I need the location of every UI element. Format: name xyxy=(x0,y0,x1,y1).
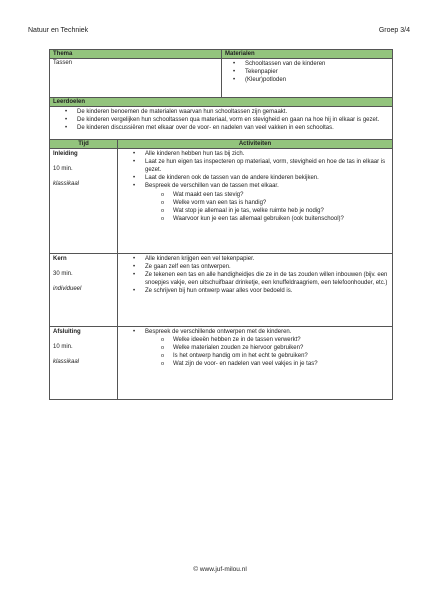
materiaal-item: • (Kleur)potloden xyxy=(245,76,389,84)
activity-text: Alle kinderen hebben hun tas bij zich. xyxy=(145,150,245,157)
phase-mode: individueel xyxy=(53,285,82,292)
phase-title: Inleiding xyxy=(53,150,78,157)
activity-item xyxy=(145,263,389,271)
phase-time: 10 min. xyxy=(53,165,73,172)
phase-row xyxy=(50,148,393,253)
page-header xyxy=(28,27,410,34)
activity-text: Laat de kinderen ook de tassen van de andere kinderen bekijken. xyxy=(145,175,319,182)
activity-list xyxy=(121,150,389,224)
leerdoelen-row xyxy=(50,107,393,140)
activity-text: Bespreek de verschillen van de tassen met elkaar. xyxy=(145,183,279,190)
activity-item xyxy=(145,174,389,182)
materiaal-item: • Schooltassen van de kinderen xyxy=(245,60,389,68)
activity-item xyxy=(145,287,389,295)
materialen-heading: Materialen xyxy=(222,50,393,59)
leerdoelen-cell xyxy=(50,107,393,140)
activity-header-row xyxy=(50,139,393,148)
question-item: o Is het ontwerp handig om in het echt te gebruiken? xyxy=(173,352,389,360)
phase-meta xyxy=(50,148,118,253)
phase-activities xyxy=(118,326,393,399)
thema-row xyxy=(50,59,393,98)
phase-mode: klassikaal xyxy=(53,180,80,187)
footer-copyright: © www.juf-milou.nl xyxy=(193,566,247,573)
leerdoelen-list xyxy=(53,108,389,133)
activity-text: Ze tekenen een tas en alle handigheidjes die ze in de tas zouden willen inbouwen (bijv. een snoepjes vakje, een uitschuifbaar drinketje, een knuffeldraagriem, een telefoonhouder, etc.) xyxy=(145,272,388,287)
question-item: o Wat maakt een tas stevig? xyxy=(173,191,389,199)
activity-text: Ze gaan zelf een tas ontwerpen. xyxy=(145,263,231,270)
activiteiten-heading: Activiteiten xyxy=(118,139,393,148)
phase-meta xyxy=(50,253,118,326)
activity-item xyxy=(145,158,389,174)
group-label: Groep 3/4 xyxy=(378,27,410,34)
phase-activities xyxy=(118,148,393,253)
question-item: o Wat stop je allemaal in je tas, welke ruimte heb je nodig? xyxy=(173,207,389,215)
phase-row xyxy=(50,253,393,326)
phase-meta xyxy=(50,326,118,399)
thema-heading: Thema xyxy=(50,50,222,59)
activity-item xyxy=(145,150,389,158)
lesson-table xyxy=(49,49,393,400)
materialen-cell xyxy=(222,59,393,98)
activity-list xyxy=(121,328,389,369)
activity-list xyxy=(121,255,389,296)
question-list xyxy=(145,336,389,369)
activity-item xyxy=(145,255,389,263)
activity-text: Bespreek de verschillende ontwerpen met de kinderen. xyxy=(145,328,292,335)
question-item: o Welke ideeën hebben ze in de tassen verwerkt? xyxy=(173,336,389,344)
phase-mode: klassikaal xyxy=(53,358,80,365)
question-item: o Waarvoor kun je een tas allemaal gebruiken (ook buitenschool)? xyxy=(173,215,389,223)
phase-time: 10 min. xyxy=(53,343,73,350)
subject-label: Natuur en Techniek xyxy=(28,27,89,34)
activity-text: Laat ze hun eigen tas inspecteren op materiaal, vorm, stevigheid en hoe de tas in elkaar is gezet. xyxy=(145,158,386,174)
phase-title: Afsluiting xyxy=(53,328,81,335)
phase-time: 30 min. xyxy=(53,270,73,277)
phase-row xyxy=(50,326,393,399)
leerdoelen-header-row xyxy=(50,98,393,107)
leerdoel-item: • De kinderen benoemen de materialen waarvan hun schooltassen zijn gemaakt. xyxy=(77,108,389,116)
activity-text: Alle kinderen krijgen een vel tekenpapier. xyxy=(145,255,255,262)
thema-value: Tassen xyxy=(50,59,222,98)
activity-text: Ze schrijven bij hun ontwerp waar alles voor bedoeld is. xyxy=(145,288,293,295)
leerdoel-item: • De kinderen discussiëren met elkaar over de voor- en nadelen van veel vakken in een schooltas. xyxy=(77,124,389,132)
question-item: o Welke materialen zouden ze hiervoor gebruiken? xyxy=(173,344,389,352)
phase-rows xyxy=(50,148,393,399)
materialen-list xyxy=(225,60,389,85)
leerdoelen-heading: Leerdoelen xyxy=(50,98,393,107)
phase-title: Kern xyxy=(53,255,67,262)
phase-activities xyxy=(118,253,393,326)
thema-header-row xyxy=(50,50,393,59)
tijd-heading: Tijd xyxy=(50,139,118,148)
materiaal-item: • Tekenpapier xyxy=(245,68,389,76)
activity-item xyxy=(145,271,389,287)
question-list xyxy=(145,191,389,224)
activity-item xyxy=(145,328,389,369)
leerdoel-item: • De kinderen vergelijken hun schooltassen qua materiaal, vorm en stevigheid en gaan na hoe hij in elkaar is gezet. xyxy=(77,116,389,124)
question-item: o Wat zijn de voor- en nadelen van veel vakjes in je tas? xyxy=(173,360,389,368)
activity-item xyxy=(145,182,389,223)
question-item: o Welke vorm van een tas is handig? xyxy=(173,199,389,207)
